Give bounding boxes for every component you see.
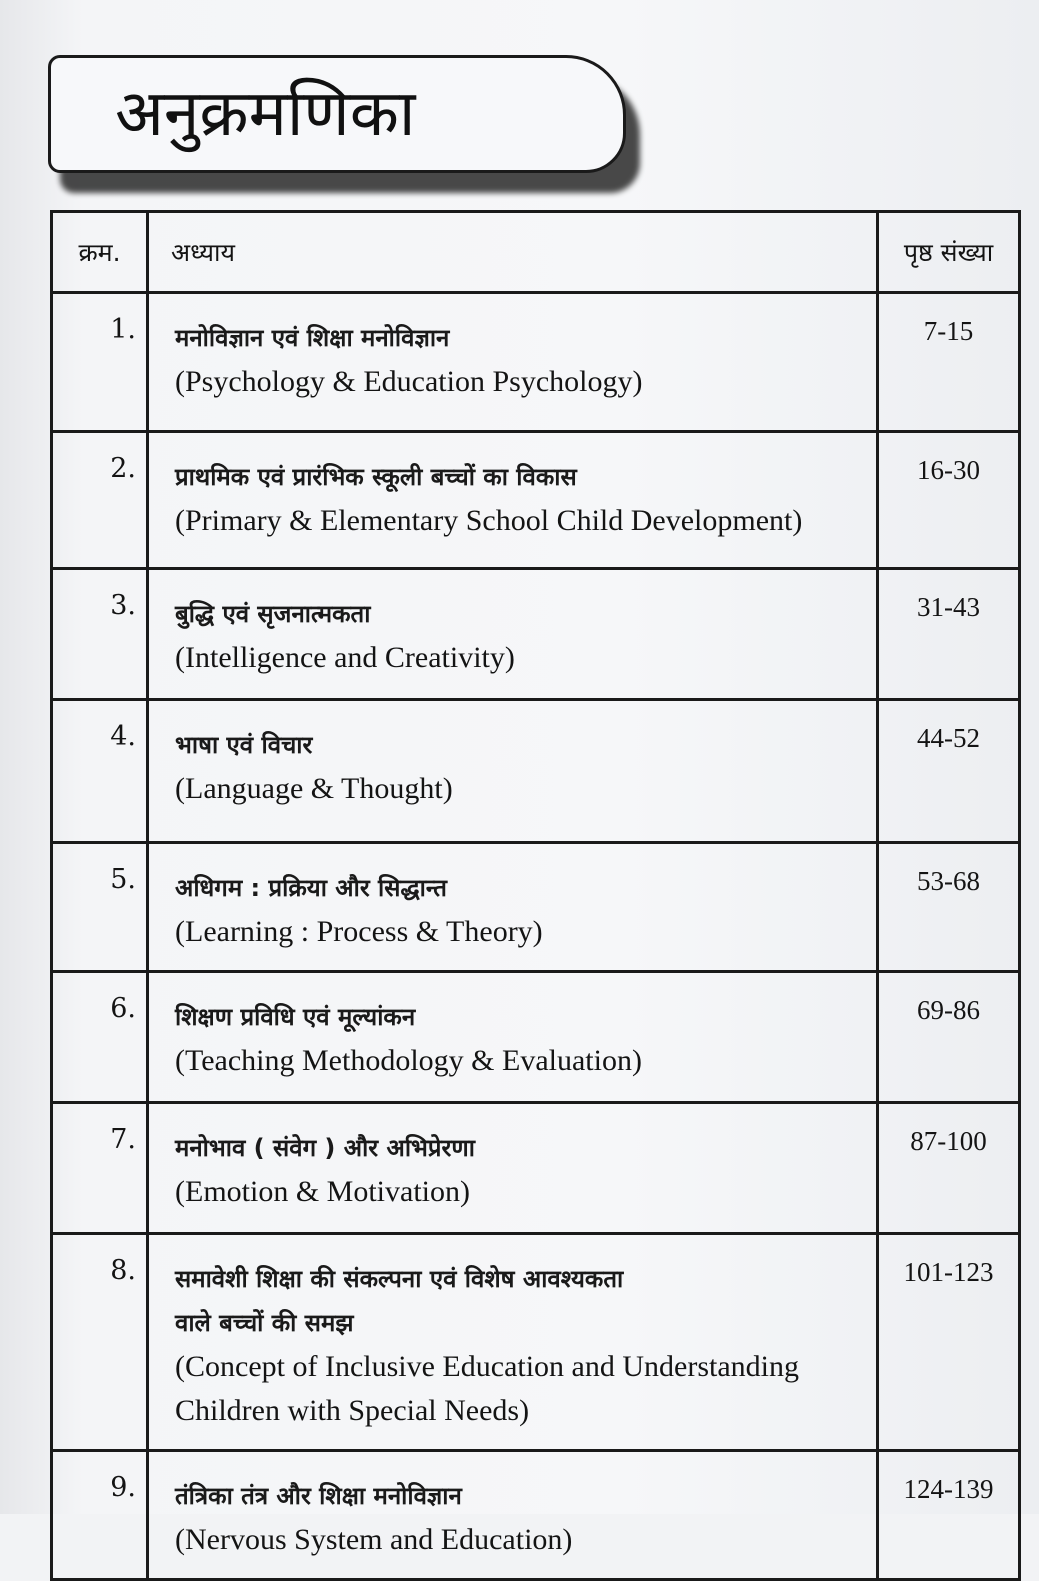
chapter-title (148, 1451, 878, 1580)
page-title: अनुक्रमणिका (115, 77, 416, 151)
table-row (52, 1234, 1020, 1451)
header-number: क्रम. (52, 212, 148, 293)
chapter-title-hindi: भाषा एवं विचार (175, 731, 313, 759)
chapter-title (148, 432, 878, 569)
chapter-title-english: (Emotion & Motivation) (175, 1175, 470, 1208)
table-row (52, 432, 1020, 569)
table-row (52, 972, 1020, 1103)
chapter-title-hindi: तंत्रिका तंत्र और शिक्षा मनोविज्ञान (175, 1482, 462, 1510)
chapter-title-english: (Language & Thought) (175, 772, 453, 805)
chapter-title (148, 569, 878, 700)
table-row (52, 700, 1020, 843)
table-header-row (52, 212, 1020, 293)
page-range: 69-86 (878, 972, 1020, 1103)
chapter-title-english: Children with Special Needs) (175, 1394, 530, 1427)
page-range: 124-139 (878, 1451, 1020, 1580)
chapter-title-english: (Concept of Inclusive Education and Understanding (175, 1350, 799, 1383)
table-row (52, 569, 1020, 700)
chapter-number: 3. (52, 569, 148, 700)
page-range: 87-100 (878, 1103, 1020, 1234)
chapter-number: 4. (52, 700, 148, 843)
chapter-number: 7. (52, 1103, 148, 1234)
chapter-title-english: (Nervous System and Education) (175, 1523, 573, 1556)
chapter-title-hindi: मनोभाव ( संवेग ) और अभिप्रेरणा (175, 1134, 475, 1162)
table-row (52, 843, 1020, 972)
chapter-title (148, 700, 878, 843)
chapter-title-english: (Intelligence and Creativity) (175, 641, 515, 674)
chapter-title-english: (Learning : Process & Theory) (175, 915, 543, 948)
chapter-title-english: (Teaching Methodology & Evaluation) (175, 1044, 642, 1077)
chapter-number: 2. (52, 432, 148, 569)
contents-table (50, 210, 1021, 1581)
chapter-title-hindi: बुद्धि एवं सृजनात्मकता (175, 600, 371, 628)
chapter-title-hindi: मनोविज्ञान एवं शिक्षा मनोविज्ञान (175, 324, 450, 352)
table-row (52, 1103, 1020, 1234)
chapter-title (148, 293, 878, 432)
chapter-title (148, 843, 878, 972)
chapter-number: 9. (52, 1451, 148, 1580)
chapter-title-hindi: प्राथमिक एवं प्रारंभिक स्कूली बच्चों का विकास (175, 463, 577, 491)
header-chapter: अध्याय (148, 212, 878, 293)
chapter-number: 6. (52, 972, 148, 1103)
header-pages: पृष्ठ संख्या (878, 212, 1020, 293)
chapter-title (148, 972, 878, 1103)
page-range: 16-30 (878, 432, 1020, 569)
page-range: 53-68 (878, 843, 1020, 972)
chapter-number: 5. (52, 843, 148, 972)
table-row (52, 1451, 1020, 1580)
chapter-title-hindi: समावेशी शिक्षा की संकल्पना एवं विशेष आवश्यकता (175, 1265, 624, 1293)
page-range: 31-43 (878, 569, 1020, 700)
table-row (52, 293, 1020, 432)
chapter-title (148, 1103, 878, 1234)
chapter-number: 1. (52, 293, 148, 432)
chapter-number: 8. (52, 1234, 148, 1451)
title-banner (48, 55, 638, 195)
page-range: 101-123 (878, 1234, 1020, 1451)
chapter-title-hindi: शिक्षण प्रविधि एवं मूल्यांकन (175, 1003, 416, 1031)
title-banner-box (48, 55, 626, 173)
chapter-title (148, 1234, 878, 1451)
chapter-title-hindi: वाले बच्चों की समझ (175, 1309, 354, 1337)
chapter-title-english: (Primary & Elementary School Child Development) (175, 504, 803, 537)
chapter-title-english: (Psychology & Education Psychology) (175, 365, 643, 398)
page-range: 44-52 (878, 700, 1020, 843)
chapter-title-hindi: अधिगम : प्रक्रिया और सिद्धान्त (175, 874, 447, 902)
page-range: 7-15 (878, 293, 1020, 432)
